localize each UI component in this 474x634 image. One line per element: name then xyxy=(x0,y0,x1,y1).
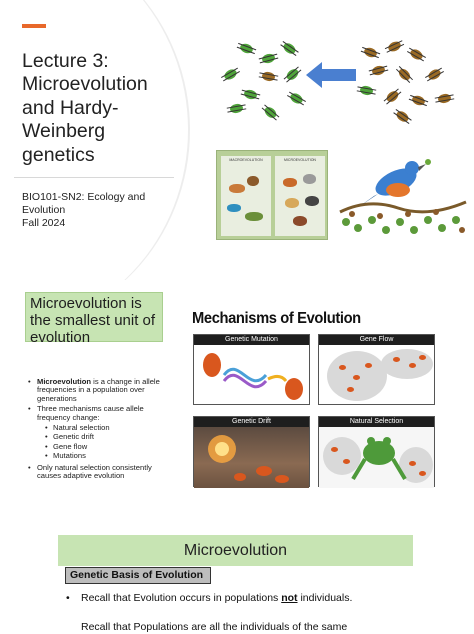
cut-off-line xyxy=(68,621,448,633)
bug-icon xyxy=(365,363,372,368)
animal-icon xyxy=(229,184,245,193)
title-line: Weinberg xyxy=(22,120,106,143)
mechanisms-title: Mechanisms of Evolution xyxy=(192,310,361,327)
beetle-icon xyxy=(289,91,305,105)
microevolution-panel xyxy=(275,156,325,236)
beetle-icon xyxy=(282,41,298,56)
course-name-cont: Evolution xyxy=(22,204,66,217)
beetle-icon xyxy=(359,85,373,96)
sub-bullet-item: • Genetic drift xyxy=(26,433,166,441)
bug-icon xyxy=(343,459,350,464)
beetle-icon xyxy=(437,93,451,104)
beetle-icon xyxy=(387,40,403,54)
bullet-text: is a change in allele frequencies in a population over generations xyxy=(37,377,160,403)
course-info xyxy=(22,191,182,231)
drift-illustration xyxy=(194,427,311,488)
divider xyxy=(14,177,174,178)
title-slide xyxy=(0,0,474,268)
wolf-icon xyxy=(303,174,316,184)
beetle-icon xyxy=(363,46,378,59)
beetle-icon xyxy=(261,52,276,64)
beetle-icon xyxy=(261,71,275,82)
frog-icon xyxy=(349,429,409,487)
title-line: Microevolution xyxy=(22,73,148,96)
bug-icon xyxy=(331,447,338,452)
dog-icon xyxy=(285,198,299,208)
beetle-icon xyxy=(229,103,243,114)
panel-genetic-mutation xyxy=(193,334,310,405)
microevolution-slide xyxy=(0,530,474,632)
slide-subheading: Genetic Basis of Evolution xyxy=(65,567,211,584)
slide-title: Microevolution is the smallest unit of evolution xyxy=(25,292,163,342)
lecture-title xyxy=(22,50,192,167)
mechanisms-slide xyxy=(0,280,474,526)
bird-predation-illustration xyxy=(338,150,468,240)
accent-bar xyxy=(22,24,46,28)
mutation-illustration xyxy=(194,345,311,406)
panel-header: Natural Selection xyxy=(319,417,434,427)
beetle-icon xyxy=(397,67,413,83)
bug-icon xyxy=(409,363,416,368)
panel-header: Genetic Mutation xyxy=(194,335,309,345)
bug-icon xyxy=(339,365,346,370)
beetle-icon xyxy=(411,94,426,107)
emphasis: not xyxy=(281,592,298,604)
beetle-icon xyxy=(239,42,254,55)
animal-icon xyxy=(227,204,241,212)
bug-icon xyxy=(353,375,360,380)
beetle-icon xyxy=(243,88,258,100)
sub-bullet-item: • Mutations xyxy=(26,452,166,460)
title-line: genetics xyxy=(22,143,95,166)
beetle-icon xyxy=(427,67,443,81)
panel-gene-flow xyxy=(318,334,435,405)
beetle-icon xyxy=(385,89,401,104)
sub-bullet-item: • Gene flow xyxy=(26,443,166,451)
bug-icon xyxy=(393,357,400,362)
term: Fall 2024 xyxy=(22,217,66,230)
animal-icon xyxy=(245,212,263,221)
bullet-item: • Three mechanisms cause allele frequency change: xyxy=(26,405,166,422)
title-line: Lecture 3: xyxy=(22,50,109,72)
bullet-text: Recall that Evolution occurs in populations xyxy=(81,592,282,604)
bug-icon xyxy=(419,471,426,476)
bold-term: Microevolution xyxy=(37,377,92,386)
bullet-text: individuals. xyxy=(297,592,353,604)
panel-header: Genetic Drift xyxy=(194,417,309,427)
bullet-list xyxy=(26,378,166,482)
slide-heading: Microevolution xyxy=(58,535,413,566)
arrow-left-icon xyxy=(306,62,356,88)
bug-icon xyxy=(419,355,426,360)
beetle-icon xyxy=(409,47,425,61)
animal-icon xyxy=(247,176,259,186)
bullet-text: Recall that Populations are all the individuals of the same xyxy=(81,621,348,633)
macroevolution-panel xyxy=(221,156,271,236)
fox-icon xyxy=(283,178,297,187)
bug-icon xyxy=(347,387,354,392)
dog-icon xyxy=(305,196,319,206)
panel-label: MICROEVOLUTION xyxy=(284,158,316,162)
panel-label: MACROEVOLUTION xyxy=(229,158,263,162)
bullet-item xyxy=(26,378,166,403)
title-line: and Hardy- xyxy=(22,96,119,119)
panel-natural-selection xyxy=(318,416,435,487)
population-circle xyxy=(381,349,433,379)
macro-micro-illustration xyxy=(216,150,328,240)
panel-genetic-drift xyxy=(193,416,310,487)
bullet-item xyxy=(68,592,448,605)
dog-icon xyxy=(293,216,307,226)
bug-icon xyxy=(409,461,416,466)
beetle-icon xyxy=(371,64,386,76)
beetle-icon xyxy=(285,67,301,82)
bullet-item: • Only natural selection consistently causes adaptive evolution xyxy=(26,464,166,481)
beetle-icon xyxy=(223,67,239,81)
beetle-icon xyxy=(395,109,411,124)
beetle-icon xyxy=(263,105,279,120)
sub-bullet-item: • Natural selection xyxy=(26,424,166,432)
panel-header: Gene Flow xyxy=(319,335,434,345)
course-name: BIO101-SN2: Ecology and xyxy=(22,191,146,203)
